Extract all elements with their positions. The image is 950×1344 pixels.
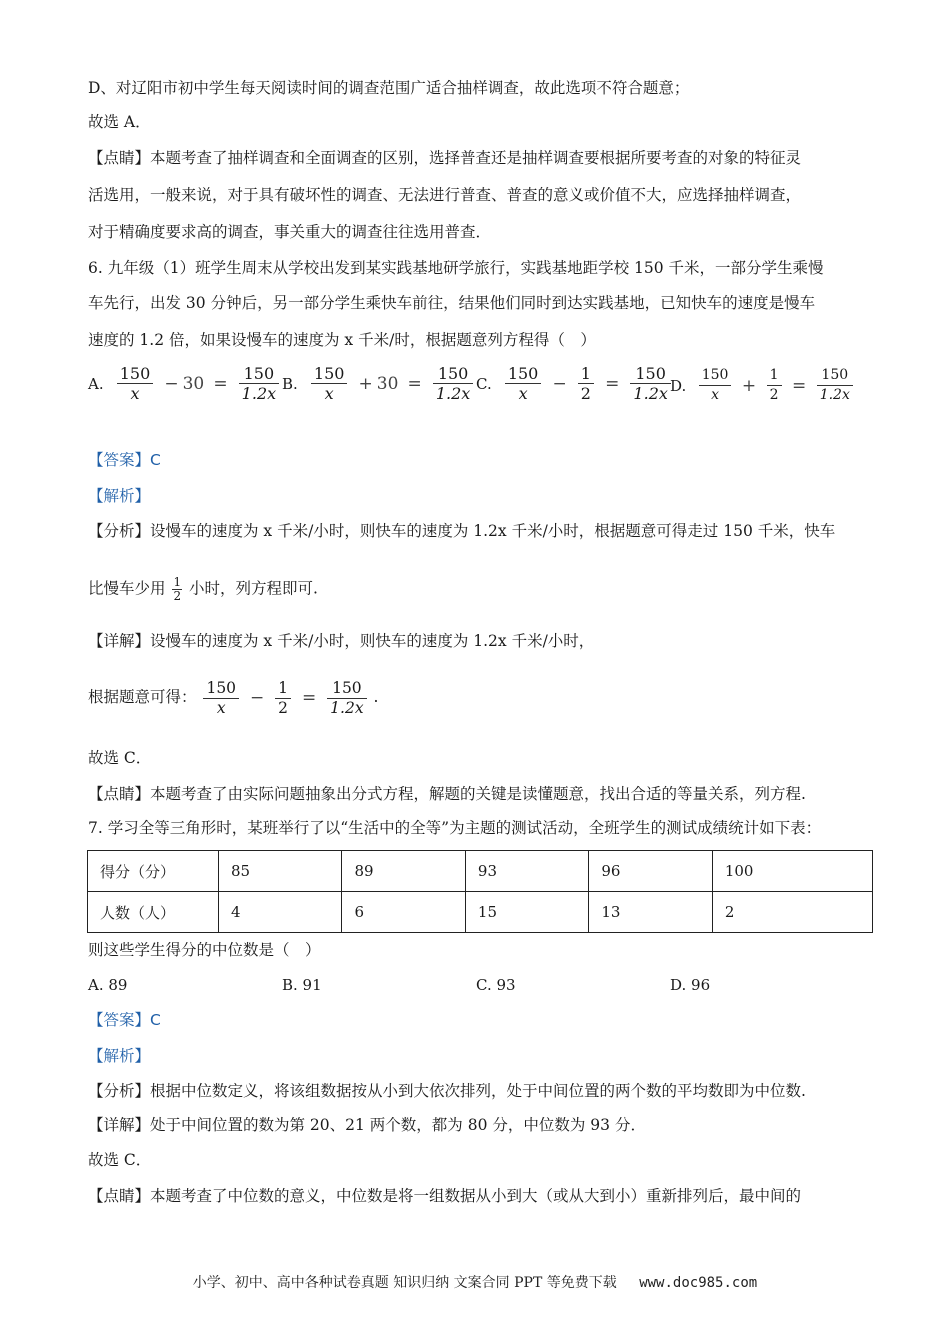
fraction: $\frac{150}{x}$ [117, 364, 154, 403]
page-footer [0, 1272, 950, 1292]
fraction: $\frac{1}{2}$ [578, 364, 594, 403]
table-cell: 96 [589, 851, 712, 892]
answer-choice-line: 故选 A． [88, 113, 151, 131]
q7-option-d: D. 96 [670, 976, 711, 994]
question-7-prompt: 则这些学生得分的中位数是（ ） [88, 941, 321, 959]
question-6-line-2: 车先行，出发 30 分钟后，另一部分学生乘快车前往，结果他们同时到达实践基地，已知快车的速度是慢车 [88, 294, 816, 312]
table-cell: 85 [219, 851, 342, 892]
q7-option-b: B. 91 [282, 976, 322, 994]
fraction: $\frac{150}{x}$ [311, 364, 348, 403]
fraction: $\frac{1}{2}$ [173, 575, 182, 603]
q7-option-c: C. 93 [476, 976, 516, 994]
option-d-explanation: D、对辽阳市初中学生每天阅读时间的调查范围广适合抽样调查，故此选项不符合题意； [88, 79, 690, 97]
table-row [88, 851, 873, 892]
fraction: $\frac{1}{2}$ [275, 679, 291, 718]
fraction: $\frac{150}{1.2x}$ [817, 366, 853, 405]
question-6-line-1: 6. 九年级（1）班学生周末从学校出发到某实践基地研学旅行，实践基地距学校 150 千米，一部分学生乘慢 [88, 259, 824, 277]
comment-line-1: 【点睛】本题考查了抽样调查和全面调查的区别，选择普查还是抽样调查要根据所要考查的对象的特征灵 [88, 149, 802, 167]
option-b: B. $\frac{150}{x}$ + 30 = $\frac{150}{1.2x}$ [282, 364, 475, 403]
detail-6-line-1: 【详解】设慢车的速度为 x 千米/小时，则快车的速度为 1.2x 千米/小时， [88, 632, 595, 650]
footer-url[interactable]: www.doc985.com [639, 1275, 758, 1291]
analysis-7: 【分析】根据中位数定义，将该组数据按从小到大依次排列，处于中间位置的两个数的平均数即为中位数. [88, 1082, 806, 1100]
table-cell: 人数（人） [88, 892, 219, 933]
analysis-7-header: 【解析】 [88, 1047, 151, 1065]
table-cell: 6 [342, 892, 465, 933]
table-cell: 93 [465, 851, 588, 892]
score-table [87, 850, 873, 933]
comment-line-2: 活选用，一般来说，对于具有破坏性的调查、无法进行普查、普查的意义或价值不大，应选择抽样调查， [88, 186, 802, 204]
table-cell: 得分（分） [88, 851, 219, 892]
question-6-line-3: 速度的 1.2 倍，如果设慢车的速度为 x 千米/时，根据题意列方程得（ ） [88, 331, 596, 349]
table-cell: 13 [589, 892, 712, 933]
fraction: $\frac{150}{x}$ [505, 364, 542, 403]
answer-7: 【答案】C [88, 1011, 161, 1029]
table-cell: 100 [712, 851, 872, 892]
detail-6-line-2: 根据题意可得： $\frac{150}{x}$ − $\frac{1}{2}$ = $\frac{150}{1.2x}$ . [88, 678, 379, 717]
question-7: 7. 学习全等三角形时，某班举行了以“生活中的全等”为主题的测试活动，全班学生的测试成绩统计如下表： [88, 819, 822, 837]
detail-7: 【详解】处于中间位置的数为第 20、21 两个数，都为 80 分，中位数为 93 分． [88, 1116, 646, 1134]
answer-6: 【答案】C [88, 451, 161, 469]
fraction: $\frac{150}{x}$ [699, 366, 732, 405]
option-a: A. $\frac{150}{x}$ − 30 = $\frac{150}{1.2x}$ [88, 364, 281, 403]
table-cell: 89 [342, 851, 465, 892]
option-d-label: D. [670, 376, 687, 395]
fraction: $\frac{150}{x}$ [203, 679, 239, 718]
q7-option-a: A. 89 [88, 976, 128, 994]
option-a-label: A. [88, 374, 104, 393]
answer-choice-7: 故选 C． [88, 1151, 152, 1169]
option-c: C. $\frac{150}{x}$ − $\frac{1}{2}$ = $\frac{150}{1.2x}$ [476, 364, 673, 403]
table-cell: 15 [465, 892, 588, 933]
comment-6: 【点睛】本题考查了由实际问题抽象出分式方程，解题的关键是读懂题意，找出合适的等量关系，列方程. [88, 785, 806, 803]
fraction: $\frac{150}{1.2x}$ [630, 364, 670, 403]
fraction: $\frac{150}{1.2x}$ [239, 364, 279, 403]
fraction: $\frac{150}{1.2x}$ [433, 364, 473, 403]
analysis-6-line-2: 比慢车少用 $\frac{1}{2}$ 小时，列方程即可. [88, 575, 318, 603]
option-c-label: C. [476, 374, 492, 393]
table-row [88, 892, 873, 933]
option-b-label: B. [282, 374, 298, 393]
option-d: D. $\frac{150}{x}$ + $\frac{1}{2}$ = $\frac{150}{1.2x}$ [670, 366, 855, 405]
footer-text: 小学、初中、高中各种试卷真题 知识归纳 文案合同 PPT 等免费下载 [192, 1275, 617, 1291]
fraction: $\frac{150}{1.2x}$ [327, 679, 366, 718]
table-cell: 4 [219, 892, 342, 933]
comment-line-3: 对于精确度要求高的调查，事关重大的调查往往选用普查． [88, 223, 492, 241]
answer-choice-6: 故选 C． [88, 749, 152, 767]
fraction: $\frac{1}{2}$ [767, 366, 782, 405]
table-cell: 2 [712, 892, 872, 933]
analysis-6-line-1: 【分析】设慢车的速度为 x 千米/小时，则快车的速度为 1.2x 千米/小时，根据题意可得走过 150 千米，快车 [88, 522, 836, 540]
analysis-6-header: 【解析】 [88, 487, 151, 505]
comment-7: 【点睛】本题考查了中位数的意义，中位数是将一组数据从小到大（或从大到小）重新排列后，最中间的 [88, 1187, 802, 1205]
